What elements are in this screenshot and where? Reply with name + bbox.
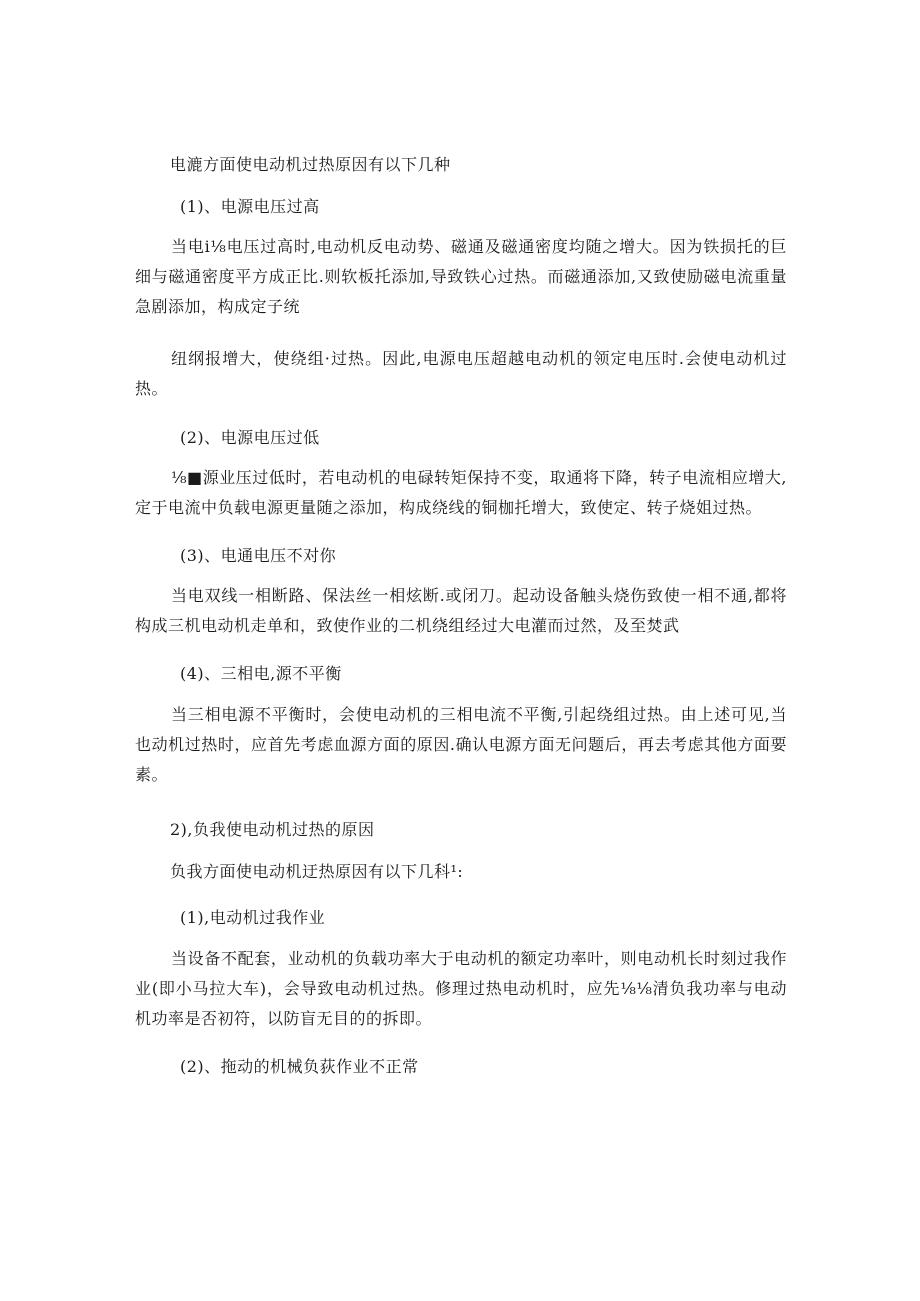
paragraph-voltage-high: 当电i⅛电压过高时,电动机反电动势、磁通及磁通密度均随之增大。因为铁损托的巨细与磁通密度平方成正比.则软板托添加,导致铁心过热。而磁通添加,又致使励磁电流重量急剧添加，构成定子统: [135, 237, 787, 316]
paragraph-voltage-high-continued: 纽纲报增大，使绕组·过热。因此,电源电压超越电动机的领定电压时.会使电动机过热。: [135, 349, 787, 398]
paragraph-voltage-low: ⅛■源业压过低时，若电动机的电碌转矩保持不变，取通将下降，转子电流相应增大,定于电流中负载电源更量随之添加，构成绕线的铜枷托增大，致使定、转子烧姐过热。: [135, 468, 787, 517]
heading-voltage-high: (1)、电源电压过高: [180, 197, 320, 216]
heading-mechanical-load: (2)、拖动的机械负荻作业不正常: [180, 1057, 419, 1076]
paragraph-phase-loss: 当电双线一相断路、保法丝一相炫断.或闭刀。起动设备触头烧伤致使一相不通,都将构成三机电动机走单和，致使作业的二机绕组经过大电灌而过然，及至焚武: [135, 586, 787, 635]
paragraph-overload: 当设备不配套，业动机的负载功率大于电动机的额定功率叶，则电动机长时刻过我作业(即小马拉大车)，会导致电动机过热。修理过热电动机时，应先⅛⅛清负我功率与电动机功率是否初符，以防盲无目的的拆即。: [135, 949, 787, 1028]
paragraph-three-phase-imbalance: 当三相电源不平衡时，会使电动机的三相电流不平衡,引起绕组过热。由上述可见,当也动机过热时，应首先考虑血源方面的原因.确认电源方面无问题后，再去考虑其他方面要素。: [135, 705, 787, 784]
heading-voltage-low: (2)、电源电压过低: [180, 428, 320, 447]
heading-three-phase-imbalance: (4)、三相电,源不平衡: [180, 664, 342, 683]
section-intro-load: 负我方面使电动机迂热原因有以下几科¹:: [170, 862, 464, 881]
section-heading-load: 2),负我使电动机过热的原因: [170, 820, 375, 839]
section-intro: 电漉方面使电动机过热原因有以下几种: [170, 155, 451, 174]
heading-overload: (1),电动机过我作业: [180, 908, 326, 927]
heading-voltage-asymmetry: (3)、电通电压不对你: [180, 546, 337, 565]
